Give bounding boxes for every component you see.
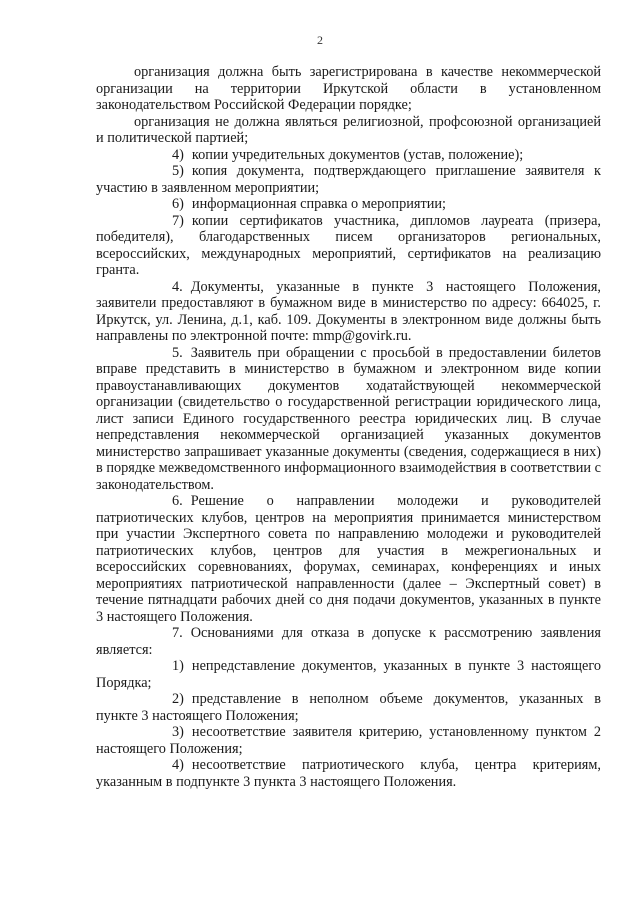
list-item-7: [96, 213, 601, 279]
paragraph-text: копия документа, подтверждающего приглашение заявителя к участию в заявленном мероприятии;: [96, 163, 601, 196]
paragraph-text: Документы, указанные в пункте 3 настоящего Положения, заявители предоставляют в бумажном виде в министерство по адресу: 664025, г. Иркутск, ул. Ленина, д.1, каб. 109. Документы в электронном виде должны быть направлены по электронной почте: mmp@govirk.ru.: [96, 278, 601, 344]
paragraph-text: организация должна быть зарегистрирована в качестве некоммерческой организации на территории Иркутской области в установленном законодательством Российской Федерации порядке;: [96, 64, 601, 113]
clause-5: [96, 345, 601, 494]
paragraph-text: непредставление документов, указанных в пункте 3 настоящего Порядка;: [96, 658, 601, 691]
paragraph-text: Заявитель при обращении с просьбой в предоставлении билетов вправе представить в министерство в бумажном и электронном виде копии правоустанавливающих документов ходатайствующей некоммерческой организации (свидетельство о государственной регистрации юридического лица, лист записи Единого государственного реестра юридических лиц. В случае непредставления некоммерческой организацией указанных документов министерство запрашивает указанные документы (сведения, содержащиеся в них) в порядке межведомственного информационного взаимодействия в соответствии с законодательством.: [96, 344, 601, 493]
clause-marker: 4.: [172, 278, 183, 295]
list-item-5: [96, 163, 601, 196]
paragraph-text: несоответствие заявителя критерию, установленному пунктом 2 настоящего Положения;: [96, 724, 601, 757]
page-number: 2: [317, 33, 323, 47]
clause-4: [96, 279, 601, 345]
refusal-item-1: [96, 658, 601, 691]
list-item-6: [96, 196, 601, 213]
list-marker: 3): [172, 724, 184, 740]
list-item-4: [96, 147, 601, 164]
paragraph-text: копии учредительных документов (устав, положение);: [191, 146, 524, 163]
document-body: [96, 64, 601, 790]
list-marker: 6): [172, 196, 184, 212]
refusal-item-4: [96, 757, 601, 790]
paragraph-text: Решение о направлении молодежи и руководителей патриотических клубов, центров на мероприятия принимается министерством при участии Экспертного совета по направлению молодежи и руководителей патриотических клубов, центров для участия в межрегиональных и всероссийских соревнованиях, форумах, семинарах, конференциях и иных мероприятиях патриотической направленности (далее – Экспертный совет) в течение пятнадцати рабочих дней со дня подачи документов, указанных в пункте 3 настоящего Положения.: [96, 493, 601, 625]
list-marker: 7): [172, 212, 184, 229]
paragraph-org-registered: [96, 64, 601, 114]
clause-7: [96, 625, 601, 658]
refusal-item-3: [96, 724, 601, 757]
paragraph-text: копии сертификатов участника, дипломов лауреата (призера, победителя), благодарственных писем организаторов региональных, всероссийских, международных мероприятий, сертификатов на реализацию гранта.: [96, 212, 601, 278]
list-marker: 4): [172, 146, 184, 163]
paragraph-text: организация не должна являться религиозной, профсоюзной организацией и политической партией;: [96, 113, 601, 146]
refusal-item-2: [96, 691, 601, 724]
paragraph-text: информационная справка о мероприятии;: [191, 196, 446, 212]
clause-marker: 7.: [172, 625, 183, 641]
list-marker: 4): [172, 757, 184, 773]
paragraph-org-not-religious: [96, 114, 601, 147]
list-marker: 2): [172, 691, 184, 707]
clause-marker: 6.: [172, 493, 183, 509]
clause-6: [96, 493, 601, 625]
paragraph-text: представление в неполном объеме документов, указанных в пункте 3 настоящего Положения;: [96, 691, 601, 724]
paragraph-text: Основаниями для отказа в допуске к рассмотрению заявления является:: [96, 625, 601, 658]
list-marker: 1): [172, 658, 184, 674]
list-marker: 5): [172, 163, 184, 179]
paragraph-text: несоответствие патриотического клуба, центра критериям, указанным в подпункте 3 пункта 3 настоящего Положения.: [96, 757, 601, 790]
clause-marker: 5.: [172, 344, 183, 361]
